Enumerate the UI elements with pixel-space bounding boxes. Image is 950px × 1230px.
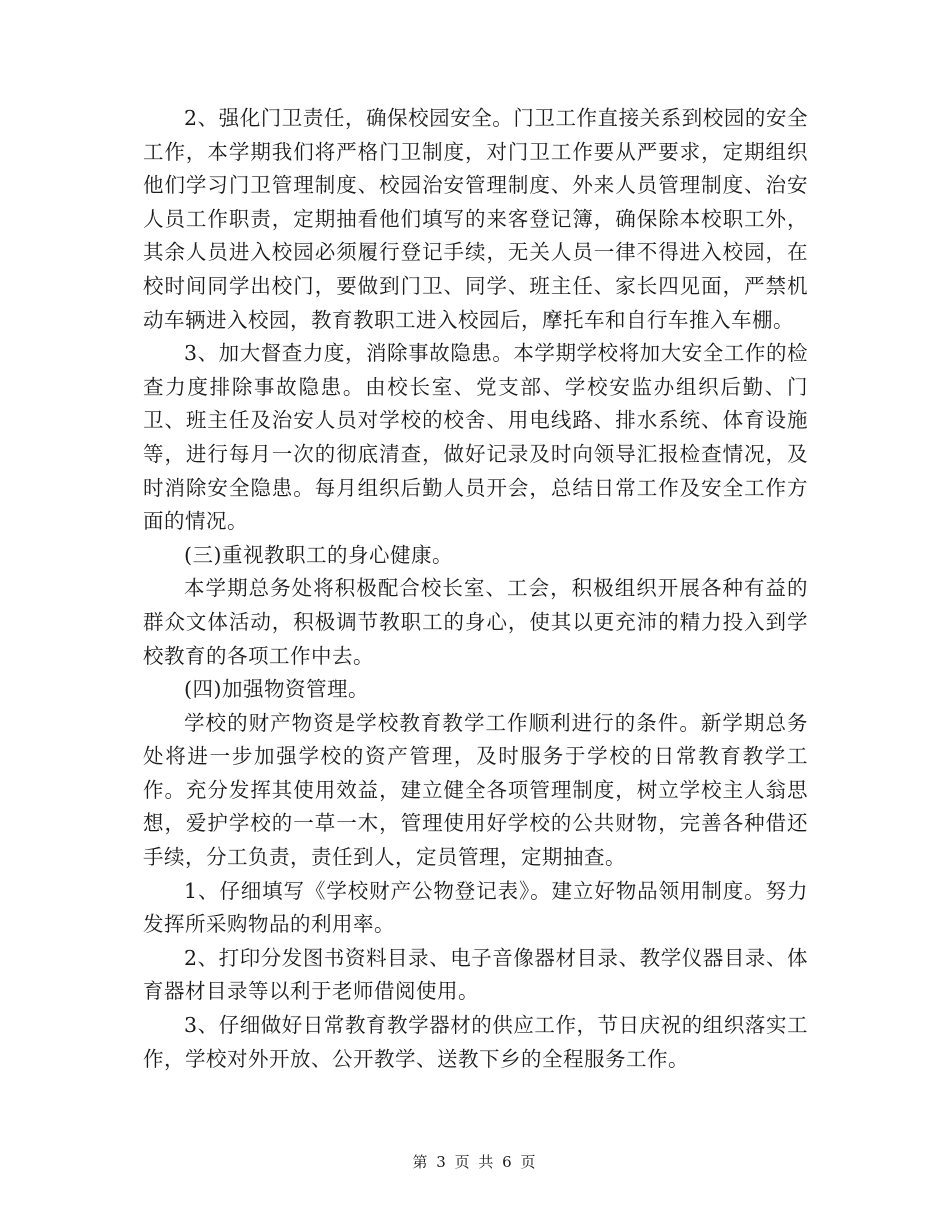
list-item-registration: 1、仔细填写《学校财产公物登记表》。建立好物品领用制度。努力发挥所采购物品的利用率。 — [143, 878, 808, 937]
document-body — [143, 102, 808, 1076]
page-number: 第 3 页 共 6 页 — [412, 1153, 538, 1171]
paragraph-materials: 学校的财产物资是学校教育教学工作顺利进行的条件。新学期总务处将进一步加强学校的资产管理，及时服务于学校的日常教育教学工作。充分发挥其使用效益，建立健全各项管理制度，树立学校主人翁思想，爱护学校的一草一木，管理使用好学校的公共财物，完善各种借还手续，分工负责，责任到人，定员管理，定期抽查。 — [143, 710, 808, 870]
section-heading-staff-health: (三)重视教职工的身心健康。 — [184, 542, 453, 567]
section-heading-materials: (四)加强物资管理。 — [184, 677, 369, 702]
paragraph-gate-security: 2、强化门卫责任，确保校园安全。门卫工作直接关系到校园的安全工作，本学期我们将严格门卫制度，对门卫工作要从严要求，定期组织他们学习门卫管理制度、校园治安管理制度、外来人员管理制度、治安人员工作职责，定期抽看他们填写的来客登记簿，确保除本校职工外，其余人员进入校园必须履行登记手续，无关人员一律不得进入校园，在校时间同学出校门，要做到门卫、同学、班主任、家长四见面，严禁机动车辆进入校园，教育教职工进入校园后，摩托车和自行车推入车棚。 — [143, 106, 808, 332]
list-item-catalogs: 2、打印分发图书资料目录、电子音像器材目录、教学仪器目录、体育器材目录等以利于老师借阅使用。 — [143, 945, 808, 1004]
paragraph-inspection: 3、加大督查力度，消除事故隐患。本学期学校将加大安全工作的检查力度排除事故隐患。由校长室、党支部、学校安监办组织后勤、门卫、班主任及治安人员对学校的校舍、用电线路、排水系统、体育设施等，进行每月一次的彻底清查，做好记录及时向领导汇报检查情况，及时消除安全隐患。每月组织后勤人员开会，总结日常工作及安全工作方面的情况。 — [143, 341, 808, 534]
paragraph-staff-health: 本学期总务处将积极配合校长室、工会，积极组织开展各种有益的群众文体活动，积极调节教职工的身心，使其以更充沛的精力投入到学校教育的各项工作中去。 — [143, 576, 808, 668]
list-item-supply: 3、仔细做好日常教育教学器材的供应工作，节日庆祝的组织落实工作，学校对外开放、公开教学、送教下乡的全程服务工作。 — [143, 1013, 808, 1071]
